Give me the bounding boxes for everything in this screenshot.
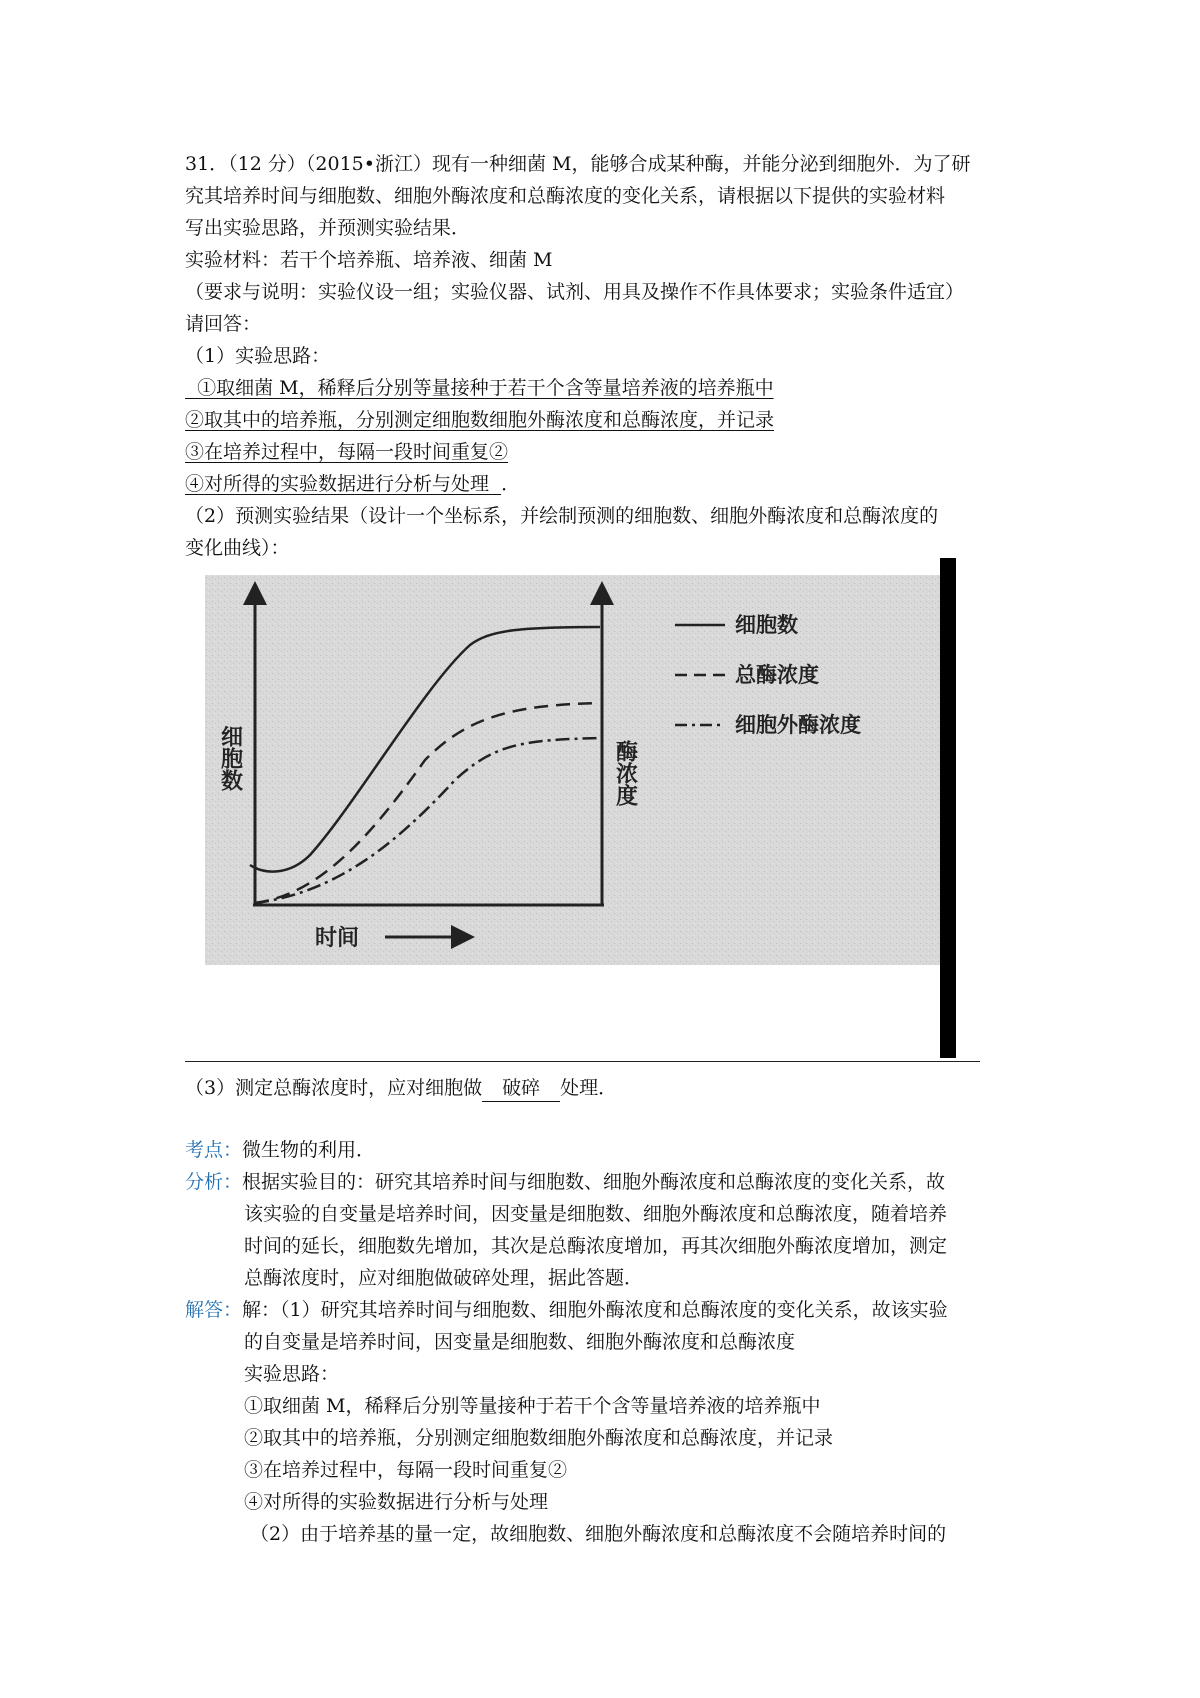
jieda-text-1: 解：（1）研究其培养时间与细胞数、细胞外酶浓度和总酶浓度的变化关系，故该实验: [242, 1299, 948, 1321]
step-4-period: ．: [501, 473, 521, 495]
scan-edge-bar: [940, 558, 956, 1058]
left-axis-label: 细胞数: [217, 725, 243, 791]
jieda-line-7: ④对所得的实验数据进行分析与处理: [244, 1491, 549, 1513]
part2-line-2: 变化曲线）：: [185, 537, 290, 559]
fenxi-label: 分析：: [185, 1171, 243, 1193]
answer-rule: [185, 1061, 980, 1062]
legend-cell-count: 细胞数: [735, 613, 798, 637]
fenxi-line-3: 时间的延长，细胞数先增加，其次是总酶浓度增加，再其次细胞外酶浓度增加，测定: [244, 1235, 948, 1257]
result-graph: [205, 575, 955, 965]
kaodian-line: [185, 1134, 375, 1166]
jieda-line-4: ①取细菌 M，稀释后分别等量接种于若干个含等量培养液的培养瓶中: [244, 1395, 821, 1417]
part2-line-1: （2）预测实验结果（设计一个坐标系，并绘制预测的细胞数、细胞外酶浓度和总酶浓度的: [185, 505, 939, 527]
step-4-text: ④对所得的实验数据进行分析与处理: [185, 473, 502, 495]
question-line-3: 写出实验思路，并预测实验结果．: [185, 217, 471, 239]
jieda-line-5: ②取其中的培养瓶，分别测定细胞数细胞外酶浓度和总酶浓度，并记录: [244, 1427, 834, 1449]
part3-prefix: （3）测定总酶浓度时，应对细胞做: [185, 1077, 483, 1099]
step-2: ②取其中的培养瓶，分别测定细胞数细胞外酶浓度和总酶浓度，并记录: [185, 409, 775, 431]
x-axis-label: 时间: [315, 926, 360, 951]
right-axis-label: 酶浓度: [612, 740, 638, 806]
kaodian-text: 微生物的利用．: [242, 1139, 376, 1161]
fenxi-line-4: 总酶浓度时，应对细胞做破碎处理，据此答题．: [244, 1267, 644, 1289]
jieda-line-2: 的自变量是培养时间，因变量是细胞数、细胞外酶浓度和总酶浓度: [244, 1331, 796, 1353]
requirements-line: （要求与说明：实验仪设一组；实验仪器、试剂、用具及操作不作具体要求；实验条件适宜）: [185, 281, 965, 303]
question-line-1: 31．（12 分）（2015•浙江）现有一种细菌 M，能够合成某种酶，并能分泌到细胞外．为了研: [185, 153, 971, 175]
question-line-2: 究其培养时间与细胞数、细胞外酶浓度和总酶浓度的变化关系，请根据以下提供的实验材料: [185, 185, 946, 207]
fenxi-line-1: [185, 1166, 945, 1198]
part3-line: [185, 1072, 617, 1104]
part3-answer-blank: 破碎: [482, 1075, 560, 1102]
step-1: ①取细菌 M，稀释后分别等量接种于若干个含等量培养液的培养瓶中: [185, 377, 774, 399]
jieda-line-3: 实验思路：: [244, 1363, 340, 1385]
materials-line: 实验材料：若干个培养瓶、培养液、细菌 M: [185, 249, 553, 271]
step-4: [185, 468, 520, 500]
part1-title: （1）实验思路：: [185, 345, 331, 367]
jieda-label: 解答：: [185, 1299, 243, 1321]
legend-total-enzyme: 总酶浓度: [735, 663, 819, 687]
jieda-line-6: ③在培养过程中，每隔一段时间重复②: [244, 1459, 568, 1481]
jieda-line-1: [185, 1294, 948, 1326]
fenxi-text-1: 根据实验目的：研究其培养时间与细胞数、细胞外酶浓度和总酶浓度的变化关系，故: [242, 1171, 946, 1193]
kaodian-label: 考点：: [185, 1139, 243, 1161]
jieda-line-8: （2）由于培养基的量一定，故细胞数、细胞外酶浓度和总酶浓度不会随培养时间的: [244, 1523, 947, 1545]
fenxi-line-2: 该实验的自变量是培养时间，因变量是细胞数、细胞外酶浓度和总酶浓度，随着培养: [244, 1203, 948, 1225]
legend-extracellular-enzyme: 细胞外酶浓度: [735, 713, 861, 737]
step-3: ③在培养过程中，每隔一段时间重复②: [185, 441, 509, 463]
part3-suffix: 处理．: [560, 1077, 618, 1099]
answer-prompt: 请回答：: [185, 313, 262, 335]
